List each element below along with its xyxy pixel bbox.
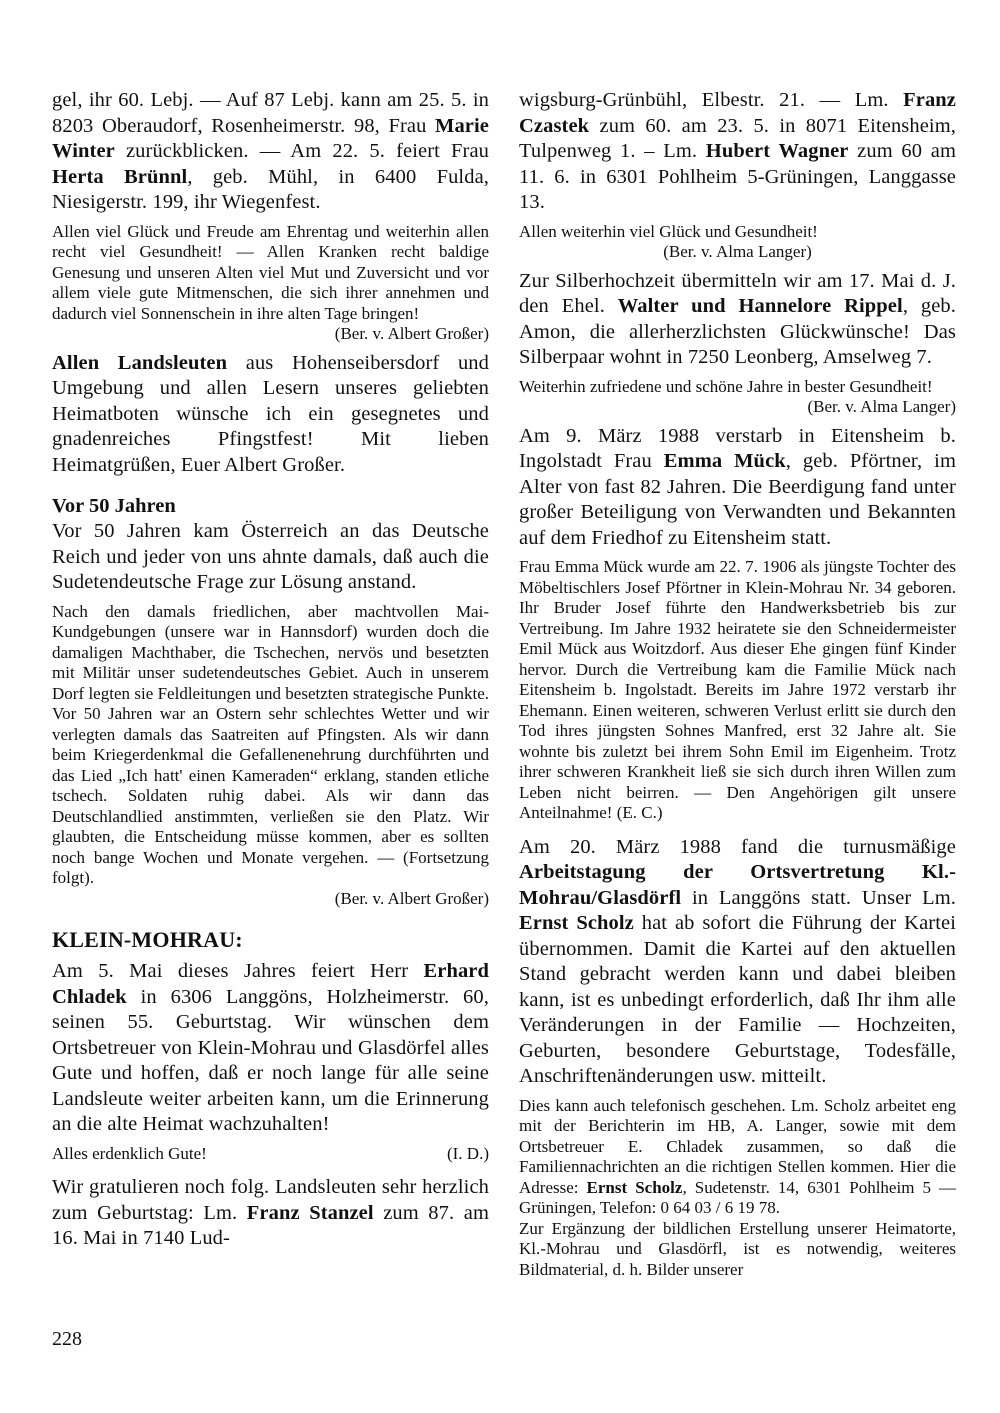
- right-column: [519, 88, 956, 1288]
- heading-vor-50-jahren: Vor 50 Jahren: [52, 495, 176, 517]
- text-run: Zur Silberhochzeit übermitteln wir am 17. Mai d. J. den Ehel.: [519, 269, 956, 317]
- paragraph-birthdays-continued: [52, 88, 489, 216]
- text-run: , geb. Pförtner, im Alter von fast 82 Jahren. Die Beerdigung fand unter großer Beteiligung von Verwandten und Bekannten auf dem Friedhof zu Eitensheim statt.: [519, 450, 956, 549]
- text-run: Am 20. März 1988 fand die turnusmäßige: [519, 835, 956, 858]
- name-herta-bruennl: Herta Brünnl: [52, 165, 188, 188]
- text-run: Am 9. März 1988 verstarb in Eitensheim b. Ingolstadt Frau: [519, 424, 956, 472]
- paragraph-obituary-biography: Frau Emma Mück wurde am 22. 7. 1906 als jüngste Tochter des Möbeltischlers Josef Pförtner in Klein-Mohrau Nr. 34 geboren. Ihr Bruder Josef führte den Handwerksbetrieb bis zur Vertreibung. Im Jahre 1932 heiratete sie den Schneidermeister Emil Mück aus Woitzdorf. Aus dieser Ehe gingen fünf Kinder hervor. Durch die Vertreibung kam die Familie Mück nach Eitensheim b. Ingolstadt. Bereits im Jahre 1972 verstarb ihr Ehemann. Einen weiteren, schweren Verlust erlitt sie durch den Tod ihres jüngsten Sohnes Manfred, erst 32 Jahre alt. Sie wohnte bis zuletzt bei ihrem Sohn Emil im Eigenheim. Trotz ihrer schweren Krankheit ließ sie sich durch ihren Willen zum Leben nicht beirren. — Den Angehörigen gilt unsere Anteilnahme! (E. C.): [519, 557, 956, 822]
- name-ernst-scholz: Ernst Scholz: [519, 912, 634, 934]
- signature-albert-grosser-1: (Ber. v. Albert Großer): [334, 324, 489, 343]
- name-emma-mueck: Emma Mück: [663, 450, 786, 472]
- text-run: , Sudetenstr. 14, 6301 Pohlheim 5 — Grüningen, Telefon: 0 64 03 / 6 19 78.: [519, 1177, 957, 1217]
- text-run: zum 60. am 23. 5. in 8071 Eitensheim, Tulpenweg 1. – Lm.: [519, 114, 956, 162]
- closing-text: Alles erdenklich Gute!: [52, 1143, 207, 1163]
- heading-klein-mohrau: KLEIN-MOHRAU:: [52, 927, 243, 952]
- paragraph-vor-50-jahren-intro: Vor 50 Jahren kam Österreich an das Deutsche Reich und jeder von uns ahnte damals, daß auch die Sudetendeutsche Frage zur Lösung anstand.: [52, 520, 489, 593]
- name-franz-stanzel: Franz Stanzel: [246, 1201, 374, 1224]
- paragraph-vor-50-jahren-body: Nach den damals friedlichen, aber machtvollen Mai-Kundgebungen (unsere war in Hannsdorf) wurden doch die damaligen Machthaber, die Tschechen, nervös und besetzten mit Militär unser sudetendeutsches Gebiet. Auch in unserem Dorf legten sie Feldleitungen und besetzten strategische Punkte. Vor 50 Jahren war an Ostern sehr schlechtes Wetter und wir verlegten damals das Saatreiten auf Pfingsten. Als wir dann beim Kriegerdenkmal die Gefallenenehrung durchführten und das Lied „Ich hatt' einen Kameraden“ erklang, standen etliche tschech. Soldaten ruhig dabei. Als wir dann das Deutschlandlied anstimmten, verließen sie den Platz. Wir glaubten, die Entscheidung müsse kommen, aber es sollten noch bange Wochen und Monate vergehen. — (Fortsetzung folgt).: [52, 601, 489, 887]
- paragraph-contact-info: [519, 1096, 956, 1219]
- text-run: Am 5. Mai dieses Jahres feiert Herr: [52, 960, 424, 982]
- text-run: wigsburg-Grünbühl, Elbestr. 21. — Lm.: [519, 89, 904, 111]
- paragraph-further-wishes: Weiterhin zufriedene und schöne Jahre in bester Gesundheit!: [519, 376, 933, 396]
- text-run: hat ab sofort die Führung der Kartei übernommen. Damit die Kartei auf den aktuellen Stand gebracht werden kann und dabei bleiben kann, ist es unbedingt erforderlich, daß Ihr ihm alle Veränderungen in der Familie — Hochzeiten, Geburten, besondere Geburtstage, Todesfälle, Anschriftenänderungen usw. mitteilt.: [519, 912, 957, 1087]
- paragraph-congratulations-list: [52, 1175, 489, 1252]
- paragraph-arbeitstagung: [519, 835, 956, 1090]
- closing-line: [52, 1144, 489, 1165]
- paragraph-wishes-health: Allen weiterhin viel Glück und Gesundheit!: [519, 221, 818, 241]
- text-run: zum 87. am 16. Mai in 7140 Lud-: [52, 1201, 489, 1249]
- text-run: zurückblicken. — Am 22. 5. feiert Frau: [114, 140, 489, 162]
- signature-alma-langer-1: (Ber. v. Alma Langer): [663, 242, 812, 261]
- two-column-layout: [52, 88, 957, 1288]
- signature-alma-langer-2: (Ber. v. Alma Langer): [807, 397, 956, 416]
- text-run: , geb. Amon, die allerherzlichsten Glückwünsche! Das Silberpaar wohnt in 7250 Leonberg, Amselweg 7.: [519, 295, 956, 368]
- text-run: zum 60 am 11. 6. in 6301 Pohlheim 5-Grüningen, Langgasse 13.: [519, 140, 956, 213]
- left-column: [52, 88, 489, 1288]
- paragraph-congratulations-continued: [519, 88, 956, 216]
- text-run: Wir gratulieren noch folg. Landsleuten sehr herzlich zum Geburtstag: Lm.: [52, 1176, 489, 1224]
- name-rippel-couple: Walter und Hannelore Rippel: [617, 295, 903, 317]
- text-run: , geb. Mühl, in 6400 Fulda, Niesigerstr. 199, ihr Wiegenfest.: [52, 165, 489, 213]
- name-hubert-wagner: Hubert Wagner: [705, 140, 849, 162]
- name-erhard-chladek: Erhard Chladek: [52, 960, 489, 1008]
- name-franz-czastek: Franz Czastek: [519, 89, 956, 137]
- signature-albert-grosser-2: (Ber. v. Albert Großer): [334, 888, 489, 908]
- lead-in-allen-landsleuten: Allen Landsleuten: [52, 351, 228, 374]
- paragraph-pentecost-greeting: [52, 351, 489, 479]
- text-run: in 6306 Langgöns, Holzheimerstr. 60, seinen 55. Geburtstag. Wir wünschen dem Ortsbetreuer von Klein-Mohrau und Glasdörfel alles Gute und hoffen, daß er noch lange für alle seine Landsleute weiter arbeiten kann, um die Erinnerung an die alte Heimat wachzuhalten!: [52, 985, 489, 1135]
- text-run: Dies kann auch telefonisch geschehen. Lm. Scholz arbeitet eng mit der Berichterin im HB, A. Langer, sowie mit dem Ortsbetreuer E. Chladek zusammen, so daß die Familiennachrichten an die richtigen Stellen kommen. Hier die Adresse:: [519, 1095, 956, 1197]
- text-run: gel, ihr 60. Lebj. — Auf 87 Lebj. kann am 25. 5. in 8203 Oberaudorf, Rosenheimerstr. 98, Frau: [52, 89, 489, 137]
- page-number: 228: [52, 1328, 82, 1350]
- name-marie-winter: Marie Winter: [52, 114, 489, 162]
- paragraph-erhard-chladek-birthday: [52, 959, 489, 1138]
- title-arbeitstagung: Arbeitstagung der Ortsvertretung Kl.-Mohrau/Glasdörfl: [519, 861, 956, 909]
- text-run: aus Hohenseibersdorf und Umgebung und allen Lesern unseres geliebten Heimatboten wünsche ich ein gesegnetes und gnadenreiches Pfingstfest! Mit lieben Heimatgrüßen, Euer Albert Großer.: [52, 351, 489, 476]
- paragraph-silver-wedding: [519, 269, 956, 371]
- paragraph-picture-material: Zur Ergänzung der bildlichen Erstellung unserer Heimatorte, Kl.-Mohrau und Glasdörfl, ist es notwendig, weiteres Bildmaterial, d. h. Bilder unserer: [519, 1218, 956, 1279]
- text-run: in Langgöns statt. Unser Lm.: [681, 886, 956, 909]
- closing-initials: (I. D.): [446, 1143, 489, 1163]
- paragraph-good-wishes: Allen viel Glück und Freude am Ehrentag und weiterhin allen recht viel Gesundheit! — Allen Kranken recht baldige Genesung und unseren Alten viel Mut und Zuversicht und vor allem viele gute Mitmenschen, die sich ihrer annehmen und dadurch viel Sonnenschein in ihre alten Tage bringen!: [52, 221, 489, 323]
- paragraph-obituary-emma-mueck: [519, 424, 956, 552]
- name-ernst-scholz-address: Ernst Scholz: [586, 1177, 683, 1197]
